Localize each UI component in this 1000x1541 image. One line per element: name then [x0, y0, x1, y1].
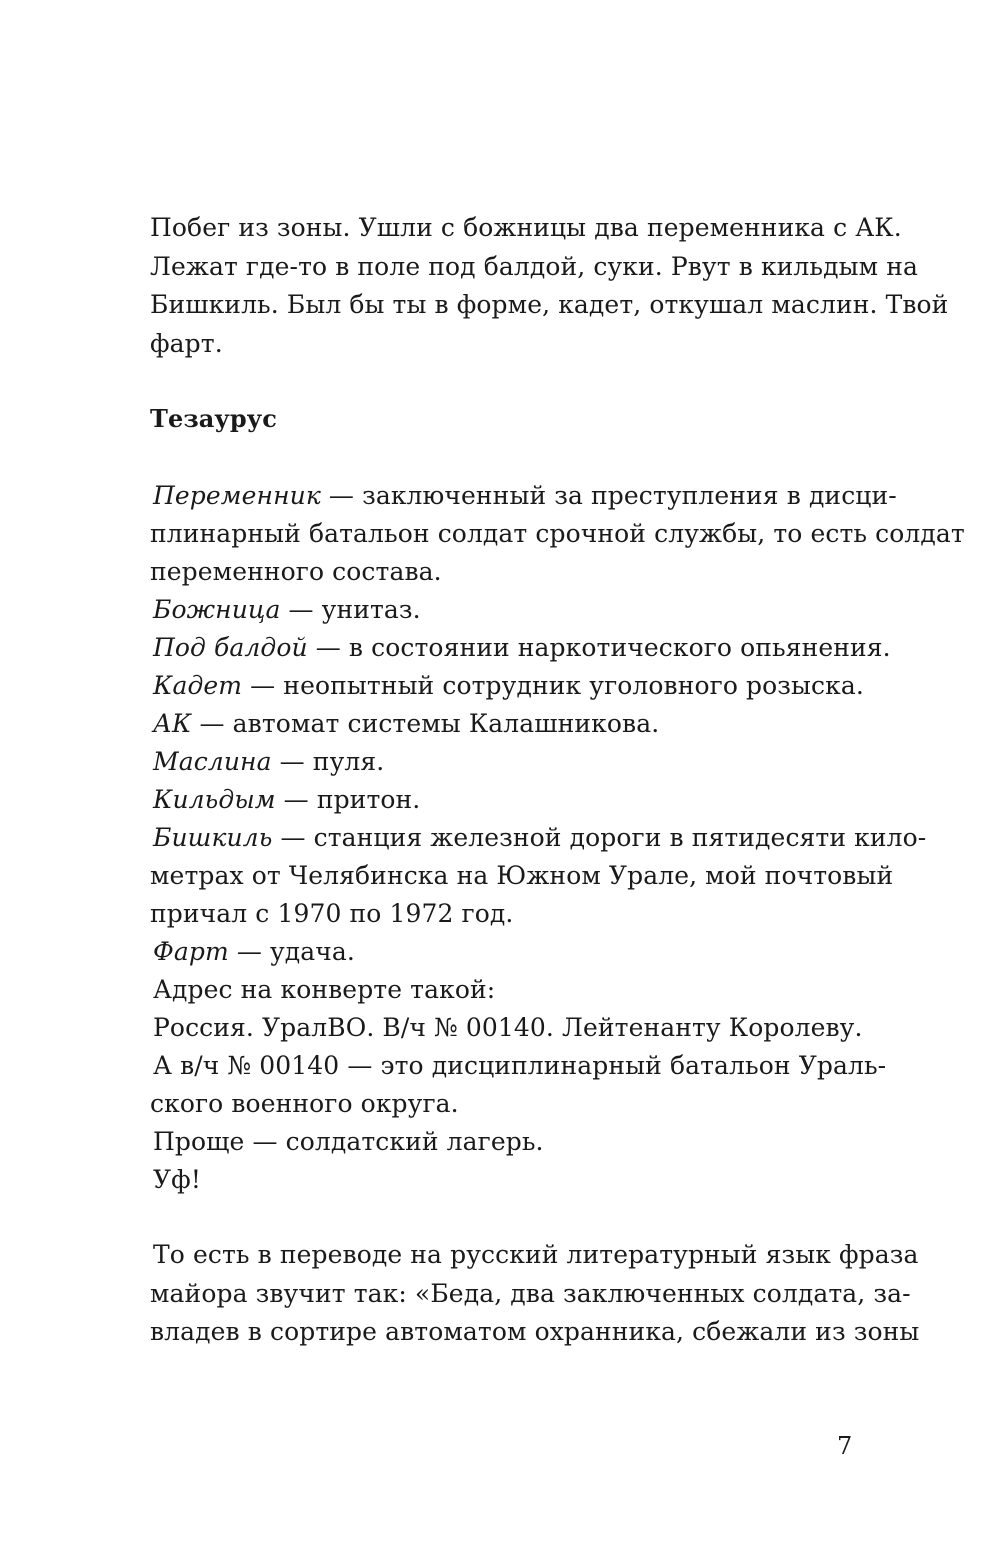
body-text-line: ского военного округа.	[150, 1089, 459, 1118]
body-text-line: А в/ч № 00140 — это дисциплинарный батальон Ураль-	[153, 1051, 887, 1080]
glossary-term: Кадет	[153, 671, 243, 700]
glossary-definition: — заключенный за преступления в дисци-	[320, 481, 897, 510]
page-number: 7	[837, 1432, 853, 1460]
body-text-line: Лежат где-то в поле под балдой, суки. Рвут в кильдым на	[150, 252, 918, 281]
body-text-line: переменного состава.	[150, 557, 442, 586]
glossary-definition: — унитаз.	[280, 595, 421, 624]
glossary-entry	[153, 629, 891, 667]
body-text-line: владев в сортире автоматом охранника, сбежали из зоны	[150, 1317, 920, 1346]
glossary-term: Под балдой	[153, 633, 308, 662]
glossary-definition: — пуля.	[271, 747, 385, 776]
glossary-term: Маслина	[153, 747, 272, 776]
body-text-line: метрах от Челябинска на Южном Урале, мой почтовый	[150, 861, 894, 890]
glossary-entry	[153, 933, 355, 971]
body-text-line: Уф!	[153, 1165, 201, 1194]
glossary-definition: — в состоянии наркотического опьянения.	[307, 633, 891, 662]
glossary-entry	[153, 667, 864, 705]
glossary-entry	[153, 591, 421, 629]
body-text-line: Россия. УралВО. В/ч № 00140. Лейтенанту Королеву.	[153, 1013, 863, 1042]
glossary-term: Божница	[153, 595, 281, 624]
body-text-line: Проще — солдатский лагерь.	[153, 1127, 544, 1156]
glossary-definition: — удача.	[228, 937, 355, 966]
glossary-entry	[153, 781, 420, 819]
body-text-line: фарт.	[150, 329, 223, 358]
glossary-term: АК	[153, 709, 192, 738]
glossary-definition: — неопытный сотрудник уголовного розыска.	[242, 671, 864, 700]
body-text-line: Адрес на конверте такой:	[153, 975, 496, 1004]
glossary-term: Бишкиль	[153, 823, 273, 852]
glossary-entry	[153, 743, 384, 781]
glossary-definition: — автомат системы Калашникова.	[191, 709, 660, 738]
section-heading: Тезаурус	[150, 404, 277, 433]
body-text-line: Побег из зоны. Ушли с божницы два переменника с АК.	[150, 213, 902, 242]
book-page	[150, 0, 965, 1541]
body-text-line: майора звучит так: «Беда, два заключенных солдата, за-	[150, 1279, 911, 1308]
body-text-line: плинарный батальон солдат срочной службы, то есть солдат	[150, 519, 965, 548]
glossary-entry	[153, 705, 659, 743]
glossary-term: Фарт	[153, 937, 229, 966]
body-text-line: Бишкиль. Был бы ты в форме, кадет, откушал маслин. Твой	[150, 290, 949, 319]
glossary-term: Кильдым	[153, 785, 276, 814]
body-text-line: То есть в переводе на русский литературный язык фраза	[153, 1240, 919, 1269]
glossary-definition: — притон.	[275, 785, 421, 814]
glossary-definition: — станция железной дороги в пятидесяти кило-	[272, 823, 927, 852]
glossary-term: Переменник	[153, 481, 321, 510]
body-text-line: причал с 1970 по 1972 год.	[150, 899, 514, 928]
glossary-entry	[153, 477, 897, 515]
glossary-entry	[153, 819, 927, 857]
